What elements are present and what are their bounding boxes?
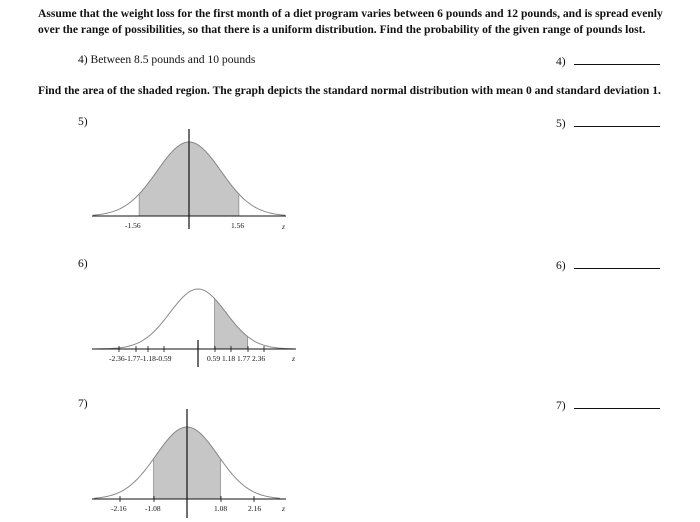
graph-7-normal-curve — [0, 405, 700, 522]
tick-label: 1.08 — [214, 504, 228, 513]
tick-label: 2.16 — [248, 504, 262, 513]
question-4-text: 4) Between 8.5 pounds and 10 pounds — [78, 53, 256, 66]
graph-6-normal-curve — [0, 260, 700, 375]
shaded-region — [215, 299, 248, 349]
tick-label: -1.08 — [145, 504, 161, 513]
question-6-number: 6) — [78, 257, 88, 270]
question-7-answer-label: 7) — [556, 399, 566, 412]
z-axis-label: z — [282, 222, 285, 231]
question-4-answer-line[interactable] — [556, 53, 660, 68]
question-5-answer-label: 5) — [556, 117, 566, 130]
question-5-number: 5) — [78, 115, 88, 128]
question-7-number: 7) — [78, 397, 88, 410]
tick-labels-left: -2.36-1.77-1.18-0.59 — [109, 354, 172, 363]
section-2-instructions: Find the area of the shaded region. The graph depicts the standard normal distribution with mean 0 and standard deviation 1. — [38, 84, 661, 97]
question-4-answer-label: 4) — [556, 55, 566, 68]
intro-paragraph: Assume that the weight loss for the first month of a diet program varies between 6 pounds and 12 pounds, and is spread evenly over the range of possibilities, so that there is a uniform distribution. Find the probability of the given range of pounds lost. — [38, 7, 663, 36]
normal-curve — [97, 289, 293, 349]
tick-label: -1.56 — [125, 221, 141, 230]
z-axis-label: z — [292, 354, 295, 363]
graph-5-normal-curve — [0, 125, 700, 235]
answer-blank[interactable] — [574, 53, 660, 65]
tick-label: -2.16 — [111, 504, 127, 513]
question-6-answer-label: 6) — [556, 259, 566, 272]
tick-label: 1.56 — [231, 221, 245, 230]
z-axis-label: z — [282, 504, 285, 513]
tick-labels-right: 0.59 1.18 1.77 2.36 — [207, 354, 266, 363]
